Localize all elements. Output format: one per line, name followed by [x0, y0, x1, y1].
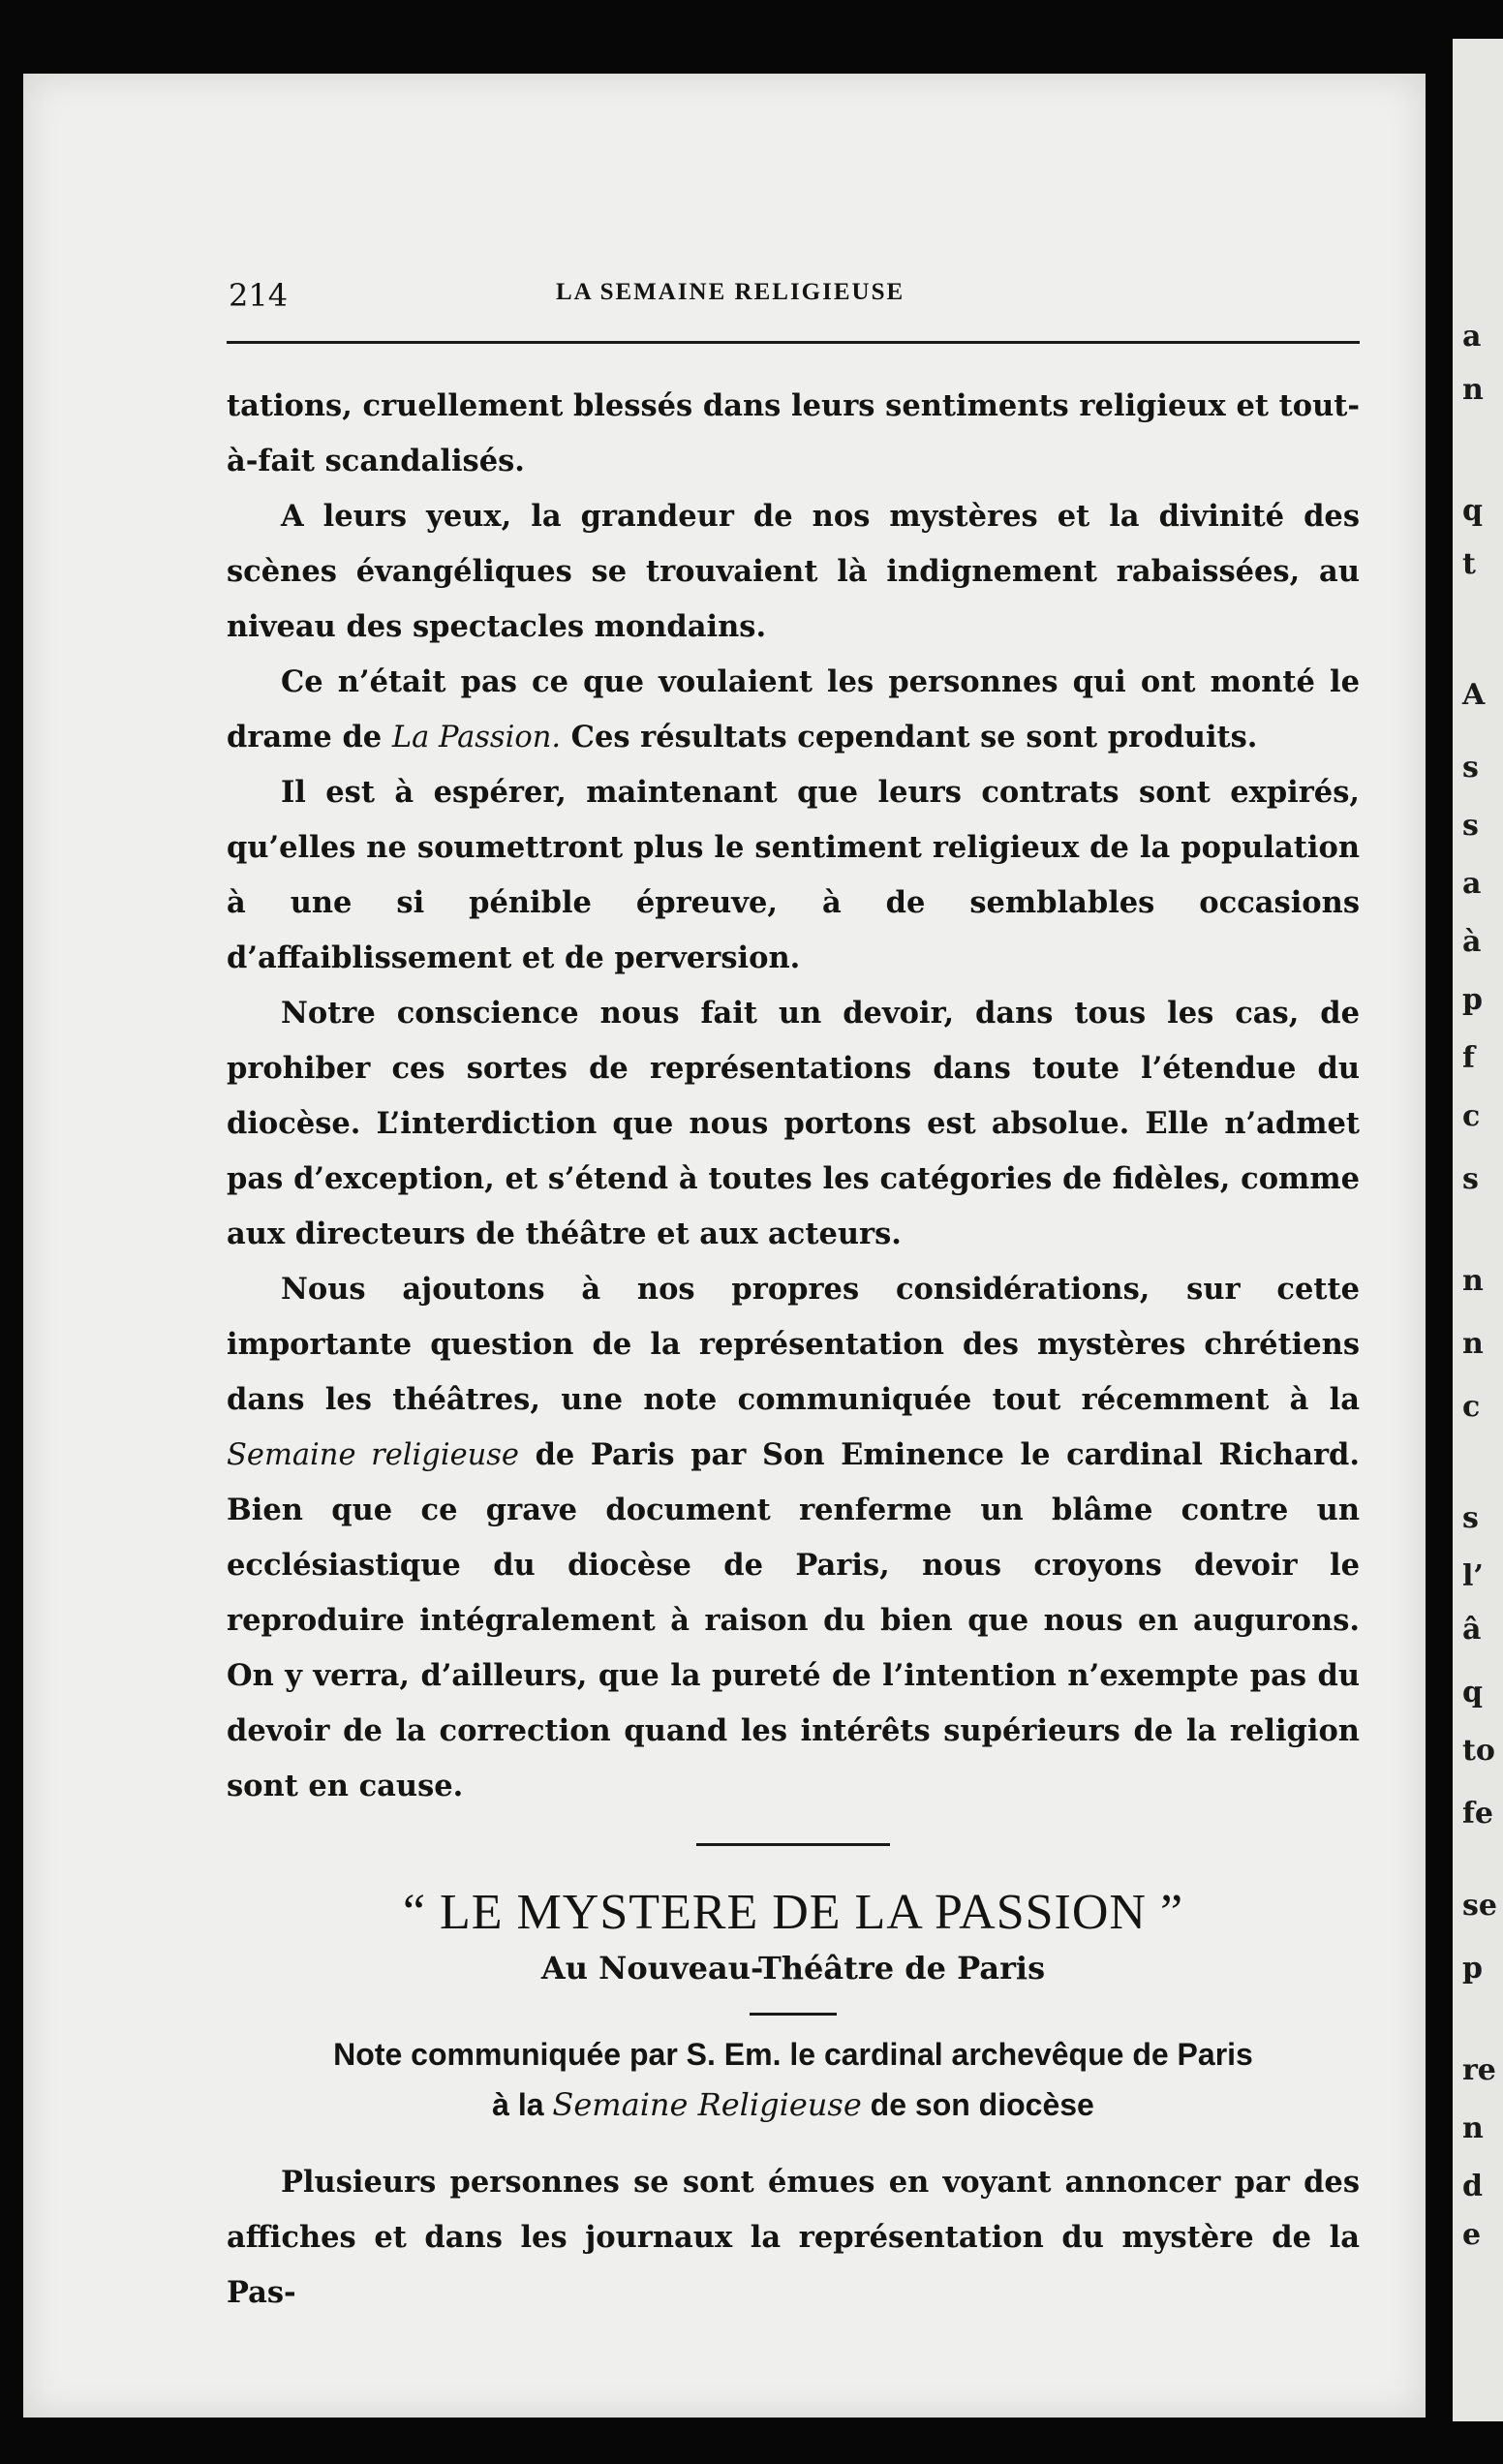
adjacent-page-fragment: l’: [1462, 1559, 1484, 1593]
adjacent-page-fragment: c: [1462, 1099, 1481, 1133]
note-line-2-start: à la: [492, 2087, 553, 2122]
paragraph-3-end: Ces résultats cependant se sont produits.: [561, 720, 1258, 755]
short-separator: [750, 2013, 837, 2016]
note-line-2: [227, 2079, 1360, 2130]
adjacent-page-fragment: fe: [1462, 1797, 1493, 1831]
adjacent-page-fragment: a: [1462, 320, 1482, 354]
paragraph-2: A leurs yeux, la grandeur de nos mystères et la divinité des scènes évangéliques se trouvaient là indignement rabaissées, au niveau des spectacles mondains.: [227, 499, 1360, 644]
adjacent-page-fragment: n: [1462, 1264, 1484, 1298]
communique-note: [227, 2029, 1360, 2130]
adjacent-page-fragment: t: [1462, 547, 1476, 581]
adjacent-page-edge: [1453, 39, 1503, 2421]
paragraph-6-text: Nous ajoutons à nos propres considérations, sur cette importante question de la représentation des mystères chrétiens dans les théâtres, une note communiquée tout récemment à la: [227, 1272, 1360, 1417]
paragraph-6-end: du bien que nous en augurons. On y verra, d’ailleurs, que la pureté de l’intention n’exempte pas du devoir de la correction quand les intérêts supérieurs de la religion sont en cause.: [227, 1603, 1360, 1803]
adjacent-page-fragment: f: [1462, 1041, 1475, 1075]
adjacent-page-fragment: â: [1462, 1613, 1482, 1647]
adjacent-page-fragment: p: [1462, 983, 1483, 1017]
adjacent-page-fragment: q: [1462, 1676, 1483, 1709]
paragraph-7: Plusieurs personnes se sont émues en voyant annoncer par des affiches et dans les journaux la représentation du mystère de la Pas-: [227, 2165, 1360, 2310]
note-journal-name: Semaine Religieuse: [552, 2086, 862, 2123]
semaine-religieuse-ref: Semaine religieuse: [227, 1438, 519, 1472]
adjacent-page-fragment: p: [1462, 1952, 1483, 1986]
body-text: [227, 379, 1360, 2321]
adjacent-page-fragment: c: [1462, 1390, 1481, 1424]
adjacent-page-fragment: n: [1462, 1327, 1484, 1361]
header-rule: [227, 341, 1360, 344]
paragraph-5: Notre conscience nous fait un devoir, dans tous les cas, de prohiber ces sortes de représentations dans toute l’étendue du diocèse. L’interdiction que nous portons est absolue. Elle n’admet pas d’exception, et s’étend à toutes les catégories de fidèles, comme aux directeurs de théâtre et aux acteurs.: [227, 996, 1360, 1251]
paragraph-3: [227, 655, 1360, 765]
adjacent-page-fragment: s: [1462, 1162, 1479, 1196]
adjacent-page-fragment: to: [1462, 1734, 1495, 1768]
paragraph-3-text: Ce n’était pas ce que voulaient les personnes qui ont monté le drame de: [227, 664, 1360, 755]
adjacent-page-fragment: à: [1462, 925, 1482, 959]
adjacent-page-fragment: s: [1462, 809, 1479, 843]
book-page: [23, 74, 1426, 2418]
adjacent-page-fragment: n: [1462, 2111, 1484, 2145]
adjacent-page-fragment: s: [1462, 1501, 1479, 1535]
passion-title: La Passion.: [391, 721, 562, 755]
adjacent-page-fragment: a: [1462, 867, 1482, 901]
article-subtitle: Au Nouveau-Théâtre de Paris: [540, 1950, 1046, 1987]
adjacent-page-fragment: A: [1462, 678, 1486, 712]
adjacent-page-fragment: se: [1462, 1889, 1497, 1923]
adjacent-page-fragment: n: [1462, 373, 1484, 407]
adjacent-page-fragment: e: [1462, 2218, 1482, 2252]
running-title: LA SEMAINE RELIGIEUSE: [556, 279, 905, 305]
page-number: 214: [229, 277, 289, 314]
adjacent-page-fragment: s: [1462, 751, 1479, 785]
note-line-1: Note communiquée par S. Em. le cardinal archevêque de Paris: [333, 2037, 1253, 2072]
adjacent-page-fragment: d: [1462, 2170, 1483, 2203]
paragraph-6: [227, 1262, 1360, 1814]
section-separator: [696, 1843, 890, 1846]
note-line-2-end: de son diocèse: [861, 2087, 1094, 2122]
adjacent-page-fragment: re: [1462, 2053, 1496, 2087]
adjacent-page-fragment: q: [1462, 494, 1483, 528]
paragraph-1: tations, cruellement blessés dans leurs sentiments religieux et tout-à-fait scandalisés.: [227, 388, 1360, 478]
paragraph-6-mid: de Paris par Son Eminence le cardinal Richard. Bien que ce grave document renferme un blâme contre un ecclésiastique du diocèse de Paris, nous croyons devoir le reproduire intégralement à raison: [227, 1437, 1360, 1638]
paragraph-4: Il est à espérer, maintenant que leurs contrats sont expirés, qu’elles ne soumettront plus le sentiment religieux de la population à une si pénible épreuve, à de semblables occasions d’affaiblissement et de perversion.: [227, 775, 1360, 975]
article-title: “ LE MYSTERE DE LA PASSION ”: [402, 1885, 1184, 1940]
